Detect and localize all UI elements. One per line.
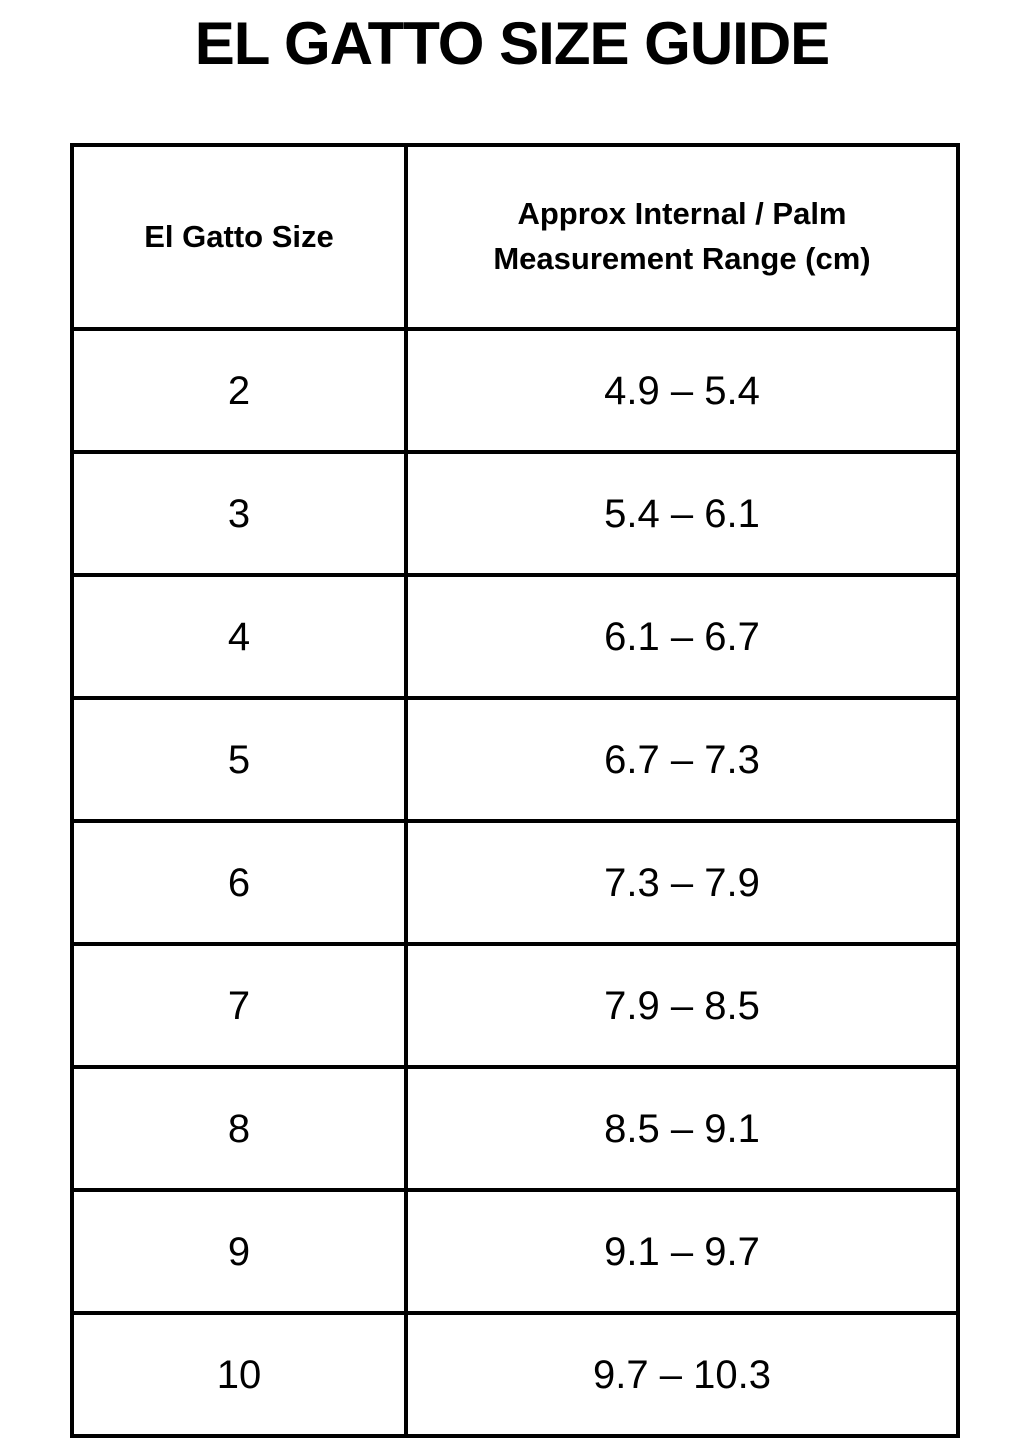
column-header-measurement-line2: Measurement Range (cm) [493,241,871,276]
cell-range: 9.1 – 9.7 [406,1190,958,1313]
column-header-measurement [406,145,958,329]
size-table [70,143,960,1438]
page-title: EL GATTO SIZE GUIDE [194,10,830,77]
cell-size: 2 [72,329,406,452]
table-row [72,1313,958,1436]
cell-size: 10 [72,1313,406,1436]
table-row [72,1067,958,1190]
table-row [72,1190,958,1313]
table-row [72,329,958,452]
size-table-container [70,143,956,1438]
table-row [72,452,958,575]
table-row [72,575,958,698]
cell-size: 7 [72,944,406,1067]
table-row [72,821,958,944]
table-row [72,944,958,1067]
cell-size: 9 [72,1190,406,1313]
table-header [72,145,958,329]
cell-range: 9.7 – 10.3 [406,1313,958,1436]
column-header-measurement-line1: Approx Internal / Palm [517,196,847,232]
column-header-size-label: El Gatto Size [144,219,334,255]
cell-range: 6.1 – 6.7 [406,575,958,698]
cell-range: 7.3 – 7.9 [406,821,958,944]
cell-range: 7.9 – 8.5 [406,944,958,1067]
cell-size: 5 [72,698,406,821]
table-row [72,698,958,821]
cell-range: 6.7 – 7.3 [406,698,958,821]
cell-size: 6 [72,821,406,944]
cell-size: 4 [72,575,406,698]
cell-size: 3 [72,452,406,575]
cell-size: 8 [72,1067,406,1190]
column-header-size [72,145,406,329]
cell-range: 5.4 – 6.1 [406,452,958,575]
cell-range: 4.9 – 5.4 [406,329,958,452]
table-body [72,329,958,1436]
table-header-row [72,145,958,329]
cell-range: 8.5 – 9.1 [406,1067,958,1190]
